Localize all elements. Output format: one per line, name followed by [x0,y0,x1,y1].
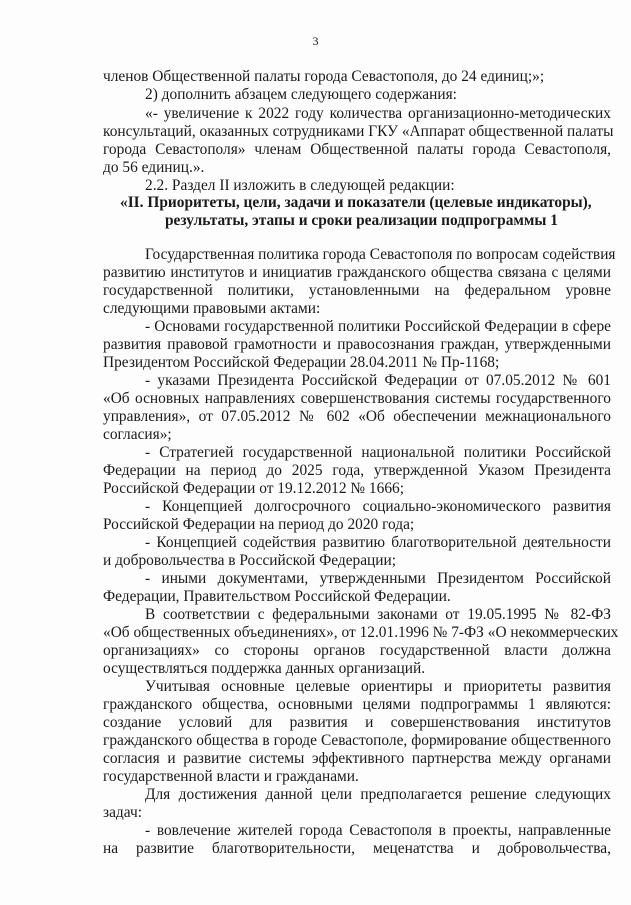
text-line: В соответствии с федеральными законами от 19.05.1995 № 82-ФЗ [145,606,611,623]
text-line: гражданского общества в городе Севастополе, формирование общественного [103,732,611,749]
text-line: развития правовой грамотности и правосознания граждан, утвержденными [103,336,611,353]
text-line: - Концепцией долгосрочного социально-экономического развития [145,498,611,515]
text-line: Учитывая основные целевые ориентиры и приоритеты развития [145,678,611,695]
text-line: «- увеличение к 2022 году количества организационно-методических [145,105,611,122]
text-line: - Основами государственной политики Российской Федерации в сфере [145,318,611,335]
text-line: - вовлечение жителей города Севастополя в проекты, направленные [145,822,611,839]
text-line: города Севастополя» членам Общественной палаты города Севастополя, [103,141,611,158]
text-line: консультаций, оказанных сотрудниками ГКУ «Аппарат общественной палаты [103,123,614,140]
text-line: Президентом Российской Федерации 28.04.2011 № Пр-1168; [103,354,500,371]
text-line: государственной власти и гражданами. [103,768,359,785]
text-line: гражданского общества, основными целями подпрограммы 1 являются: [103,696,611,713]
section-heading-line: «II. Приоритеты, цели, задачи и показатели (целевые индикаторы), [120,194,592,211]
text-line: согласия»; [103,426,172,443]
text-line: Федерации, Правительством Российской Федерации. [103,588,451,605]
text-line: государственной политики, установленными на федеральном уровне [103,282,611,299]
text-line: и добровольчества в Российской Федерации; [103,552,397,569]
text-line: согласия и развитие системы эффективного партнерства между органами [103,750,611,767]
text-line: Федерации на период до 2025 года, утвержденной Указом Президента [103,462,611,479]
text-line: - Концепцией содействия развитию благотворительной деятельности [145,534,611,551]
text-line: 2) дополнить абзацем следующего содержания: [145,86,457,103]
text-line: задач: [103,804,142,821]
text-line: до 56 единиц.». [103,159,205,176]
text-line: - Стратегией государственной национальной политики Российской [145,444,611,461]
text-line: осуществляться поддержка данных организаций. [103,660,426,677]
text-line: Для достижения данной цели предполагается решение следующих [145,786,611,803]
text-line: развитию институтов и инициатив гражданского общества связана с целями [103,264,611,281]
text-line: Государственная политика города Севастополя по вопросам содействия [145,246,616,263]
page-number: 3 [312,34,319,48]
text-line: «Об основных направлениях совершенствования системы государственного [103,390,611,407]
text-line: 2.2. Раздел II изложить в следующей редакции: [145,177,455,194]
text-line: создание условий для развития и совершенствования институтов [103,714,611,731]
text-line: на развитие благотворительности, меценатства и добровольчества, [103,840,611,857]
text-line: следующими правовыми актами: [103,300,321,317]
text-line: Российской Федерации на период до 2020 года; [103,516,415,533]
text-line: членов Общественной палаты города Севастополя, до 24 единиц;»; [103,68,545,85]
text-line: управления», от 07.05.2012 № 602 «Об обеспечении межнационального [103,408,611,425]
text-line: «Об общественных объединениях», от 12.01.1996 № 7-ФЗ «О некоммерческих [103,624,619,641]
text-line: Российской Федерации от 19.12.2012 № 1666; [103,480,404,497]
text-line: - указами Президента Российской Федерации от 07.05.2012 № 601 [145,372,611,389]
text-line: - иными документами, утвержденными Президентом Российской [145,570,611,587]
section-heading-line: результаты, этапы и сроки реализации подпрограммы 1 [165,212,558,229]
text-line: организациях» со стороны органов государственной власти должна [103,642,611,659]
